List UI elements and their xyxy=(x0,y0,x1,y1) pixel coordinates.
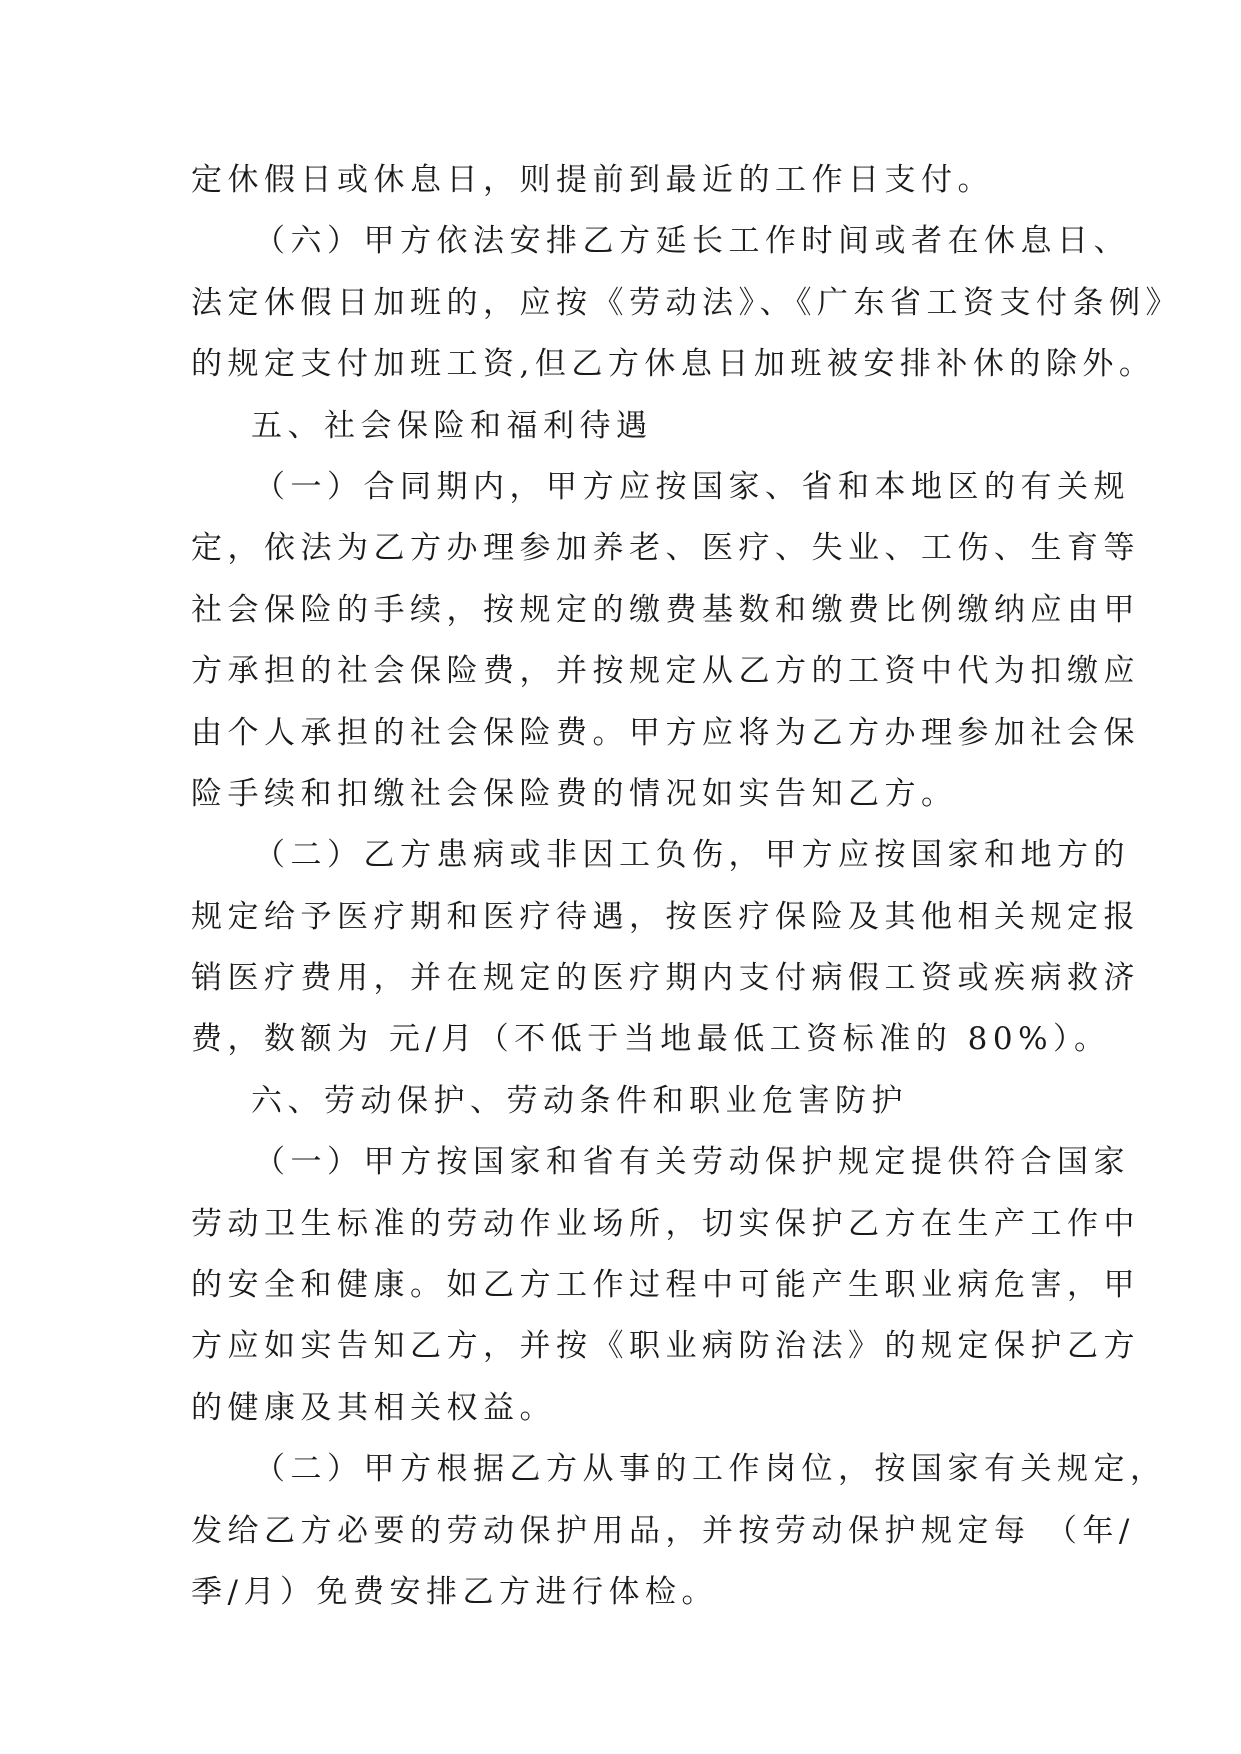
text-line: 方承担的社会保险费，并按规定从乙方的工资中代为扣缴应 xyxy=(191,653,1140,690)
text-line: （一）合同期内，甲方应按国家、省和本地区的有关规 xyxy=(254,468,1130,505)
text-line: 发给乙方必要的劳动保护用品，并按劳动保护规定每 （年/ xyxy=(191,1512,1135,1549)
text-line: 由个人承担的社会保险费。甲方应将为乙方办理参加社会保 xyxy=(191,714,1140,751)
text-line: 法定休假日加班的，应按《劳动法》、《广东省工资支付条例》 xyxy=(191,284,1182,321)
text-line: 社会保险的手续，按规定的缴费基数和缴费比例缴纳应由甲 xyxy=(191,591,1140,628)
text-line: 费，数额为 元/月（不低于当地最低工资标准的 80%）。 xyxy=(191,1021,1111,1058)
text-line: 季/月）免费安排乙方进行体检。 xyxy=(191,1573,718,1610)
text-line: 的健康及其相关权益。 xyxy=(191,1389,556,1426)
contract-text xyxy=(191,150,1182,1623)
text-line: 销医疗费用，并在规定的医疗期内支付病假工资或疾病救济 xyxy=(191,960,1140,997)
text-line: （一）甲方按国家和省有关劳动保护规定提供符合国家 xyxy=(254,1144,1130,1181)
section-heading: 六、劳动保护、劳动条件和职业危害防护 xyxy=(251,1082,908,1119)
text-line: 险手续和扣缴社会保险费的情况如实告知乙方。 xyxy=(191,775,958,812)
text-line: （二）乙方患病或非因工负伤，甲方应按国家和地方的 xyxy=(254,837,1130,874)
text-line: 定休假日或休息日，则提前到最近的工作日支付。 xyxy=(191,162,994,198)
text-line: （二）甲方根据乙方从事的工作岗位，按国家有关规定， xyxy=(254,1451,1167,1488)
text-line: 的安全和健康。如乙方工作过程中可能产生职业病危害，甲 xyxy=(191,1267,1140,1304)
text-line: 规定给予医疗期和医疗待遇，按医疗保险及其他相关规定报 xyxy=(191,898,1140,935)
text-line: （六）甲方依法安排乙方延长工作时间或者在休息日、 xyxy=(254,223,1130,260)
text-line: 劳动卫生标准的劳动作业场所，切实保护乙方在生产工作中 xyxy=(191,1205,1140,1242)
section-heading: 五、社会保险和福利待遇 xyxy=(251,407,653,444)
text-line: 的规定支付加班工资,但乙方休息日加班被安排补休的除外。 xyxy=(191,346,1156,383)
text-line: 定，依法为乙方办理参加养老、医疗、失业、工伤、生育等 xyxy=(191,530,1140,567)
text-line: 方应如实告知乙方，并按《职业病防治法》的规定保护乙方 xyxy=(191,1328,1140,1365)
